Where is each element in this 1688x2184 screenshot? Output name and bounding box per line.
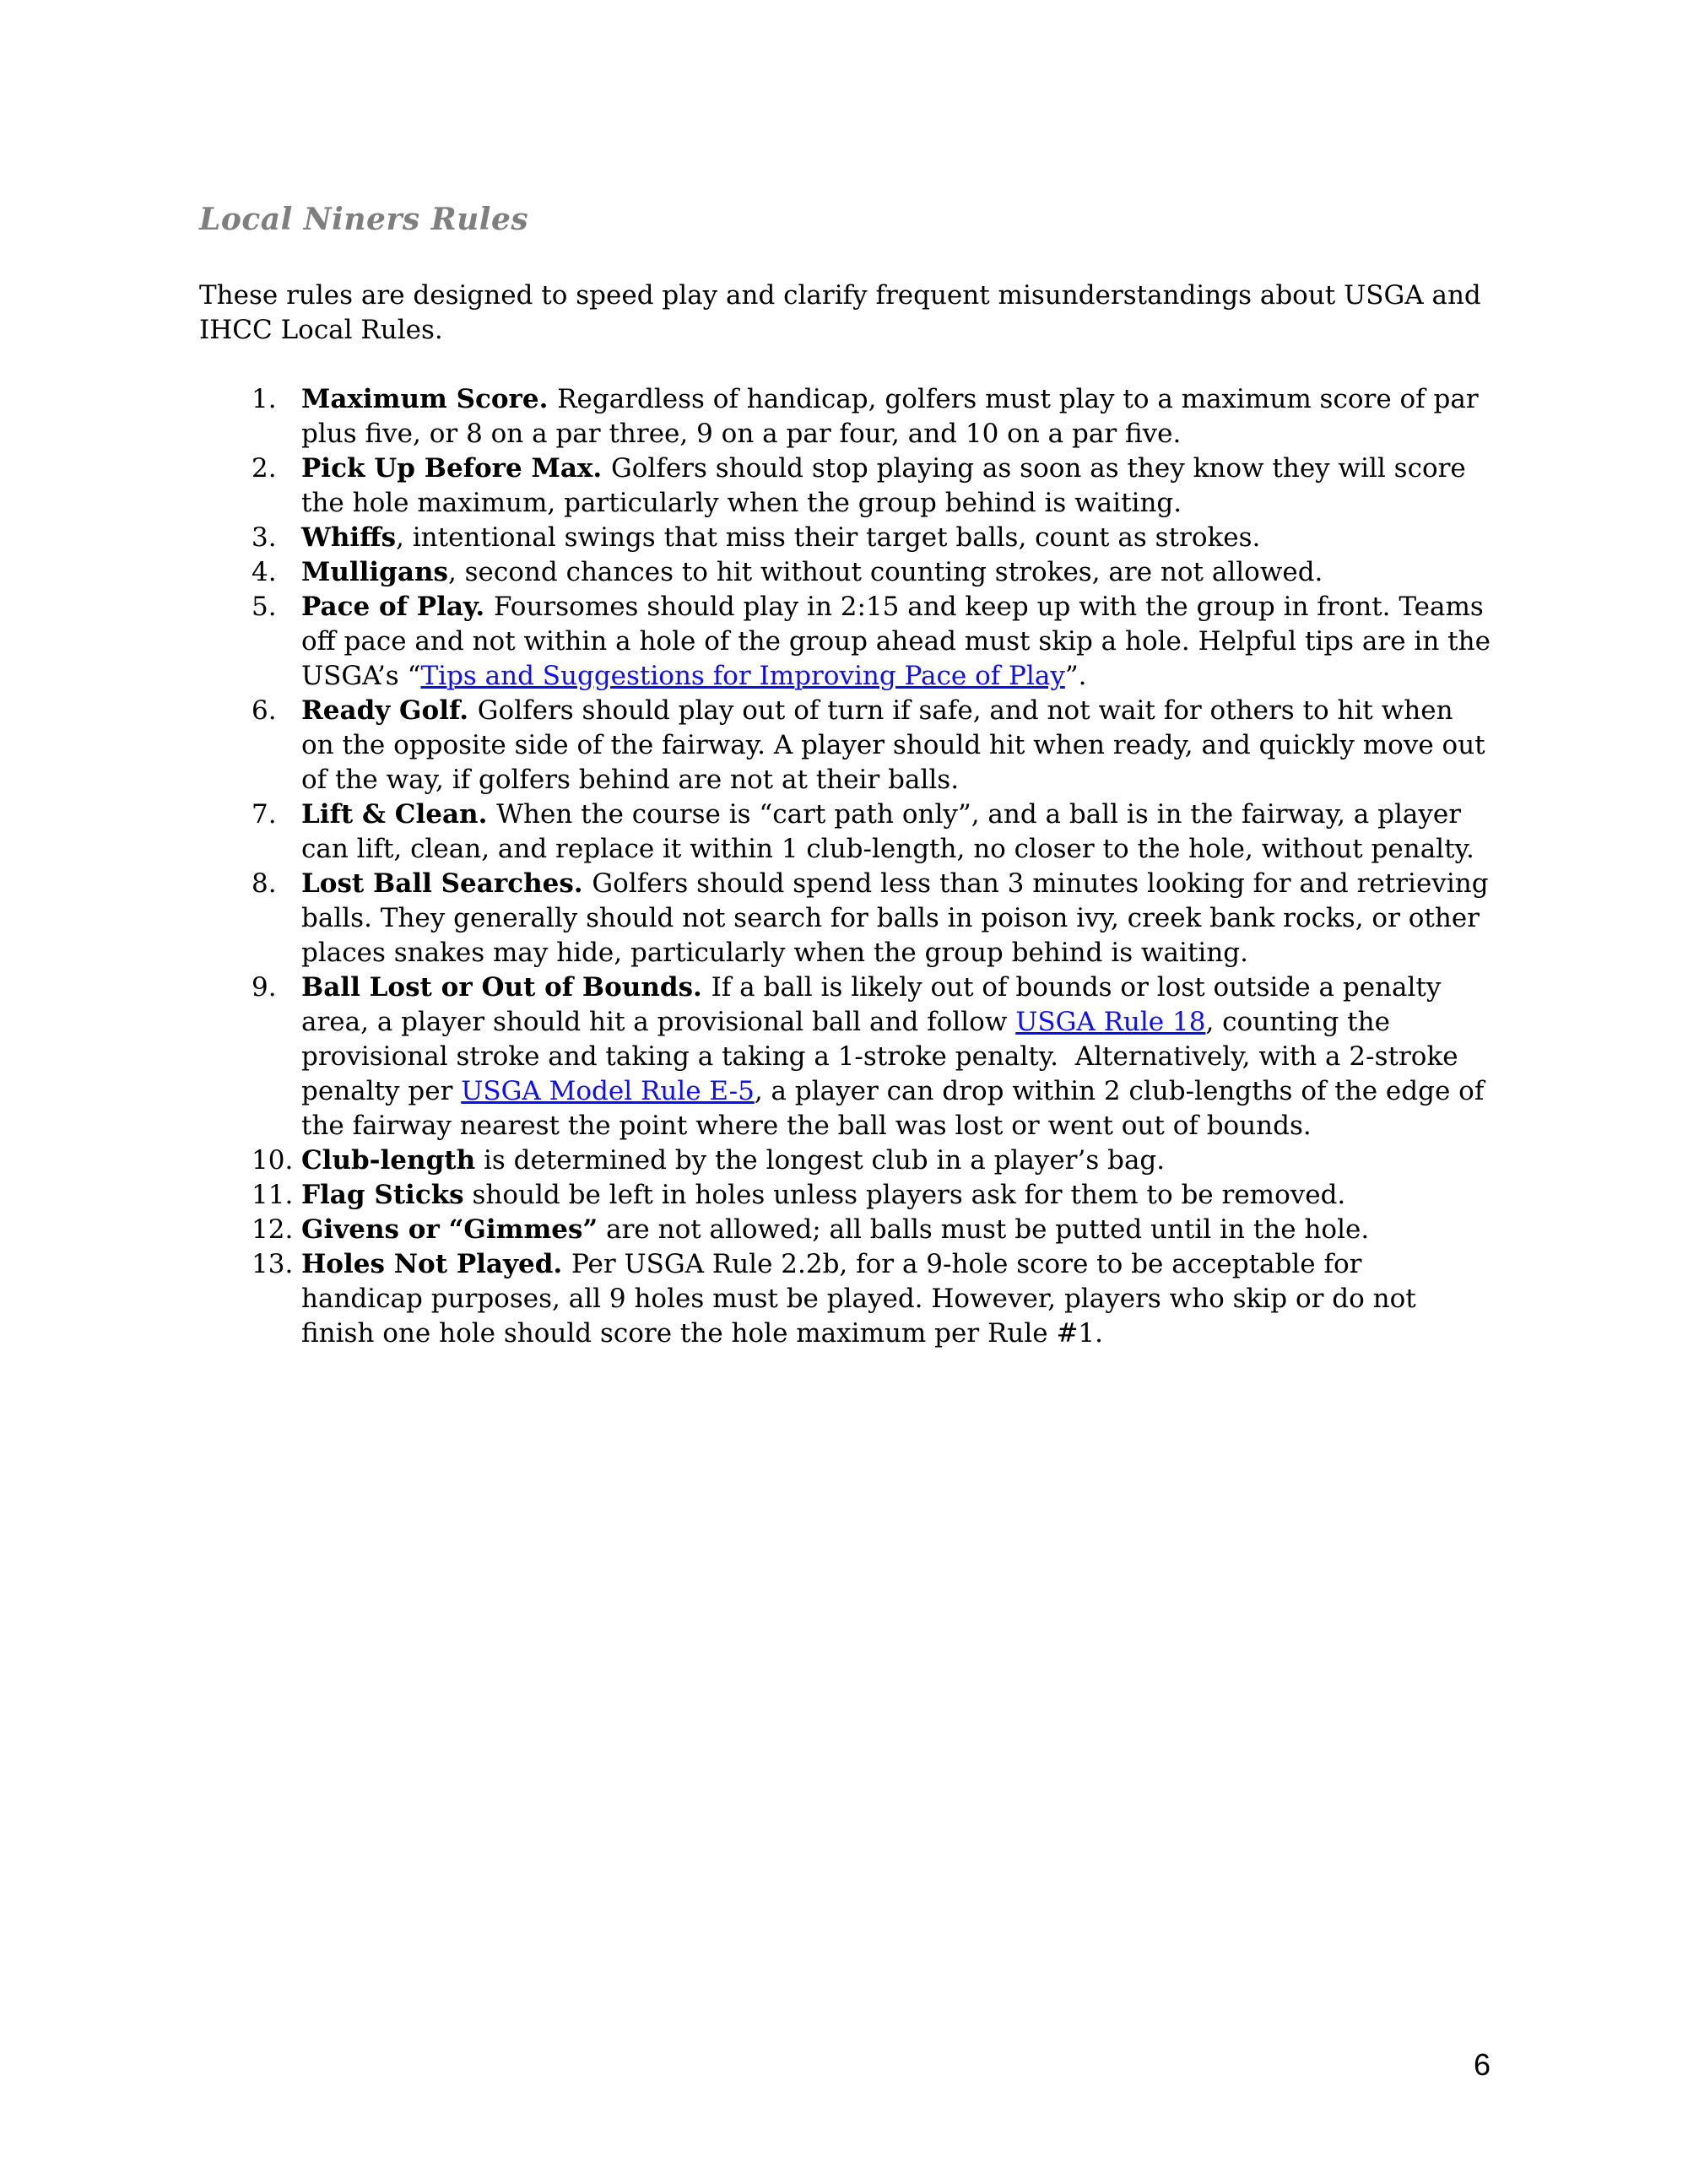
rule-hyperlink[interactable]: USGA Rule 18 bbox=[1015, 1007, 1206, 1037]
rule-hyperlink[interactable]: Tips and Suggestions for Improving Pace of Play bbox=[420, 661, 1065, 691]
rule-body-text: are not allowed; all balls must be putted until in the hole. bbox=[598, 1214, 1370, 1245]
intro-paragraph: These rules are designed to speed play and clarify frequent misunderstandings about USGA and IHCC Local Rules. bbox=[199, 280, 1481, 345]
rule-number: 3. bbox=[252, 522, 277, 553]
rule-body-text: , counting the provisional stroke and taking a taking a 1-stroke penalty. Alternatively, with a 2-stroke penalty per bbox=[301, 1007, 1458, 1106]
rule-number: 2. bbox=[252, 453, 277, 484]
rule-item bbox=[199, 867, 1491, 970]
rule-body-text: Golfers should play out of turn if safe, and not wait for others to hit when on the opposite side of the fairway. A player should hit when ready, and quickly move out of the way, if golfers behind are not at their balls. bbox=[301, 695, 1485, 795]
rule-text bbox=[301, 592, 1491, 691]
rule-lead-in: Maximum Score. bbox=[301, 384, 558, 414]
rule-lead-in: Givens or “Gimmes” bbox=[301, 1214, 598, 1245]
rule-item bbox=[199, 590, 1491, 694]
rule-body-text: If a ball is likely out of bounds or lost outside a penalty area, a player should hit a provisional ball and follow bbox=[301, 972, 1442, 1037]
rule-item bbox=[199, 451, 1491, 521]
rule-body-text: is determined by the longest club in a player’s bag. bbox=[475, 1145, 1166, 1176]
rule-lead-in: Lift & Clean. bbox=[301, 799, 497, 830]
rule-number: 8. bbox=[252, 868, 277, 899]
rule-text bbox=[301, 1180, 1345, 1210]
page-content bbox=[199, 201, 1491, 1351]
rule-item bbox=[199, 1178, 1491, 1213]
document-title: Local Niners Rules bbox=[199, 202, 529, 237]
rule-number: 13. bbox=[252, 1249, 294, 1279]
rule-item bbox=[199, 1213, 1491, 1247]
rule-lead-in: Club-length bbox=[301, 1145, 476, 1176]
rule-lead-in: Whiffs bbox=[301, 522, 397, 553]
rule-text bbox=[301, 453, 1466, 518]
rule-body-text: Golfers should spend less than 3 minutes looking for and retrieving balls. They generally should not search for balls in poison ivy, creek bank rocks, or other places snakes may hide, particularly when the group behind is waiting. bbox=[301, 868, 1489, 968]
rule-lead-in: Lost Ball Searches. bbox=[301, 868, 592, 899]
rule-item bbox=[199, 555, 1491, 590]
rule-number: 7. bbox=[252, 799, 277, 830]
rule-text bbox=[301, 799, 1474, 864]
rule-number: 9. bbox=[252, 972, 277, 1003]
rule-item bbox=[199, 521, 1491, 555]
rule-body-text: Golfers should stop playing as soon as they know they will score the hole maximum, particularly when the group behind is waiting. bbox=[301, 453, 1466, 518]
rule-item bbox=[199, 382, 1491, 451]
rule-text bbox=[301, 557, 1323, 587]
rule-hyperlink[interactable]: USGA Model Rule E-5 bbox=[461, 1076, 755, 1106]
rule-item bbox=[199, 970, 1491, 1143]
rule-number: 10. bbox=[252, 1145, 294, 1176]
rule-text bbox=[301, 972, 1484, 1141]
rule-lead-in: Ready Golf. bbox=[301, 695, 478, 726]
rule-body-text: When the course is “cart path only”, and a ball is in the fairway, a player can lift, clean, and replace it within 1 club-length, no closer to the hole, without penalty. bbox=[301, 799, 1474, 864]
rule-text bbox=[301, 522, 1260, 553]
rule-body-text: , intentional swings that miss their target balls, count as strokes. bbox=[396, 522, 1261, 553]
rule-lead-in: Pace of Play. bbox=[301, 592, 494, 622]
rule-item bbox=[199, 1143, 1491, 1178]
rule-body-text: ”. bbox=[1064, 661, 1087, 691]
rule-body-text: , a player can drop within 2 club-lengths of the edge of the fairway nearest the point where the ball was lost or went out of bounds. bbox=[301, 1076, 1485, 1141]
page-number: 6 bbox=[1474, 2047, 1491, 2082]
rule-number: 4. bbox=[252, 557, 277, 587]
rule-text bbox=[301, 868, 1489, 968]
rule-lead-in: Holes Not Played. bbox=[301, 1249, 572, 1279]
rule-text bbox=[301, 1145, 1165, 1176]
rule-lead-in: Pick Up Before Max. bbox=[301, 453, 611, 484]
rule-number: 5. bbox=[252, 592, 277, 622]
rule-body-text: Per USGA Rule 2.2b, for a 9-hole score to be acceptable for handicap purposes, all 9 holes must be played. However, players who skip or do not finish one hole should score the hole maximum per Rule #1. bbox=[301, 1249, 1416, 1349]
rule-lead-in: Flag Sticks bbox=[301, 1180, 464, 1210]
rule-text bbox=[301, 384, 1479, 449]
rule-body-text: should be left in holes unless players ask for them to be removed. bbox=[463, 1180, 1346, 1210]
rule-item bbox=[199, 1247, 1491, 1351]
rule-body-text: Foursomes should play in 2:15 and keep up with the group in front. Teams off pace and not within a hole of the group ahead must skip a hole. Helpful tips are in the USGA’s “ bbox=[301, 592, 1491, 691]
rule-lead-in: Ball Lost or Out of Bounds. bbox=[301, 972, 711, 1003]
rule-body-text: , second chances to hit without counting strokes, are not allowed. bbox=[447, 557, 1323, 587]
rule-text bbox=[301, 695, 1485, 795]
rule-body-text: Regardless of handicap, golfers must play to a maximum score of par plus five, or 8 on a par three, 9 on a par four, and 10 on a par five. bbox=[301, 384, 1479, 449]
rule-number: 11. bbox=[252, 1180, 294, 1210]
rule-number: 6. bbox=[252, 695, 277, 726]
rule-number: 1. bbox=[252, 384, 277, 414]
rule-text bbox=[301, 1214, 1369, 1245]
rule-text bbox=[301, 1249, 1416, 1349]
rule-item bbox=[199, 797, 1491, 867]
rule-number: 12. bbox=[252, 1214, 294, 1245]
rules-list bbox=[199, 382, 1491, 1351]
rule-lead-in: Mulligans bbox=[301, 557, 448, 587]
rule-item bbox=[199, 694, 1491, 797]
